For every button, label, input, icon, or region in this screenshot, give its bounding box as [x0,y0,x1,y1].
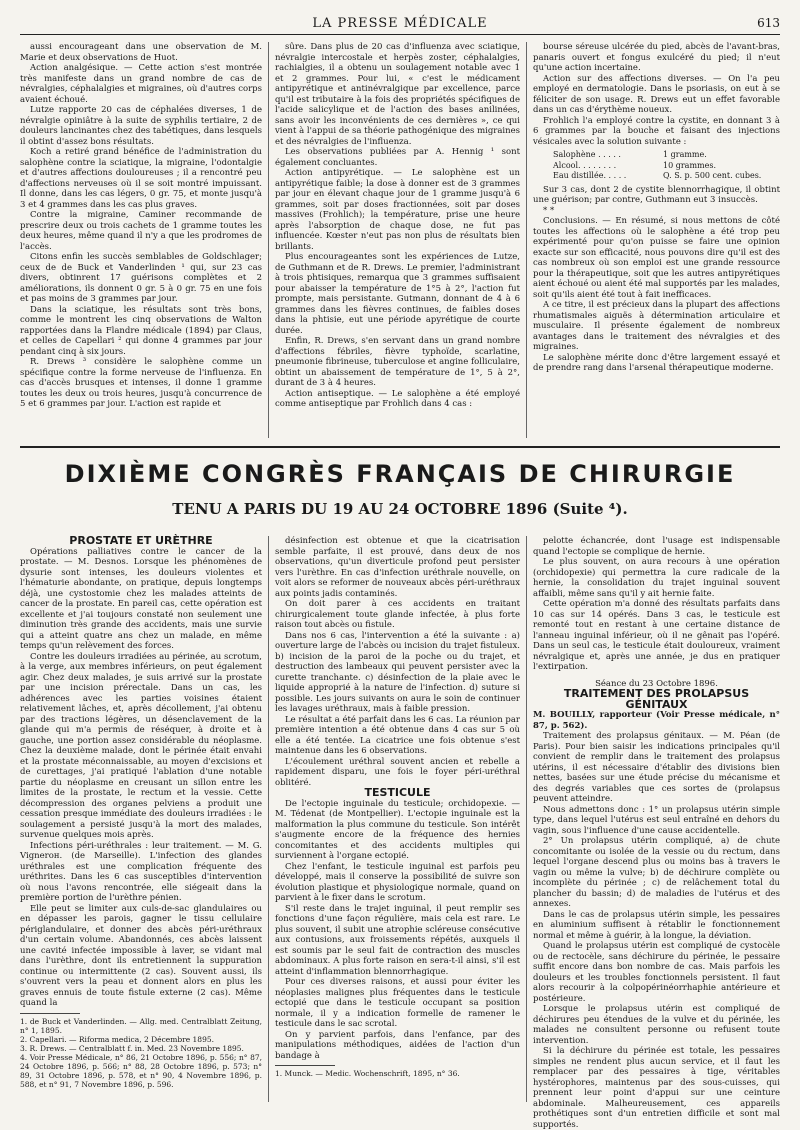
section-heading-prolapsus: TRAITEMENT DES PROLAPSUS GÉNITAUX [563,687,750,711]
top-column-1 [20,42,262,440]
paragraph: Elle peut se limiter aux culs-de-sac glandulaires ou en dépasser les parois, gagner le tissu cellulaire périglandulaire, et donner des abcès péri-uréthraux d'un certain volume. Abandonnés, ces abcès laissent une cavité infectée impossible à laver, se vidant mal dans l'urèthre, dont ils entretiennent la suppuration continue ou intermittente (2 cas). Souvent aussi, ils s'ouvrent vers la peau et donnent alors en plus les graves ennuis de toute fistule externe (2 cas). Même quand la [20,903,262,1008]
seance-date: Séance du 23 Octobre 1896. [595,678,718,689]
paragraph: Contre la migraine, Caminer recommande de prescrire deux ou trois cachets de 1 gramme toutes les deux heures, même quand il n'y a que les prodromes de l'accès. [20,210,262,252]
formula-table [533,150,780,182]
paragraph: bourse séreuse ulcérée du pied, abcès de l'avant-bras, panaris ouvert et fongus exulcéré du pied; il n'eut qu'une action incertaine. [533,42,780,73]
ingredient-quantity: 1 gramme. [663,150,707,159]
paragraph: 2° Un prolapsus utérin compliqué, a) de chute concomitante ou isolée de la vessie ou du rectum, dans lequel l'organe descend plus ou moins bas à travers le vagin ou même la vulve; b) de déchirure complète ou incomplète du périnée ; c) de relâchement total du plancher du bassin; d) de maladies de l'utérus et des annexes. [533,836,780,909]
section-heading-prostate: PROSTATE ET URÈTHRE [69,534,213,547]
column-divider [268,536,269,1102]
paragraph: Action antiseptique. — Le salophène a été employé comme antiseptique par Frohlich dans 4 cas : [275,388,520,409]
paragraph: désinfection est obtenue et que la cicatrisation semble parfaite, il est prouvé, dans deux de nos observations, qu'un diverticule profond peut persister vers l'urèthre. En cas d'infection uréthrale nouvelle, on voit alors se reformer de nouveaux abcès péri-uréthraux aux points jadis contaminés. [275,536,520,599]
paragraph: Koch a retiré grand bénéfice de l'administration du salophène contre la sciatique, la migraine, l'odontalgie et d'autres affections douloureuses ; il a rencontré peu d'affections nerveuses où il se soit montré impuissant. Il donne, dans les cas légers, 0 gr. 75, et monte jusqu'à 3 et 4 grammes dans les cas plus graves. [20,147,262,210]
paragraph: L'écoulement uréthral souvent ancien et rebelle a rapidement disparu, une fois le foyer péri-uréthral oblitéré. [275,756,520,788]
ingredient-quantity: 10 grammes. [663,160,716,170]
paragraph: Contre les douleurs irradiées au périnée, au scrotum, à la verge, aux membres inférieurs, on peut également agir. Chez deux malades, je suis arrivé sur la prostate par une incision prérectale. Dans un cas, les adhérences avec les parties voisines étaient relativement lâches, et, après décollement, j'ai obtenu par des tractions légères, un désenclavement de la glande qui m'a permis de réséquer, à droite et à gauche, une portion assez considérable du néoplasme. Chez la deuxième malade, dont le périnée était envahi et la prostate méconnaissable, au moyen d'excisions et de curettages, j'ai pratiqué l'ablation d'une notable partie du néoplasme en creusant un sillon entre les limites de la prostate, le rectum et la vessie. Cette décompression des organes pelviens a produit une cessation presque immédiate des douleurs irradiées : le soulagement a persisté jusqu'à la mort des malades, survenue quelques mois après. [20,651,262,840]
paragraph: Dans le cas de prolapsus utérin simple, les pessaires en aluminium suffisent à rétablir le fonctionnement normal et même à guérir, à la longue, la déviation. [533,909,780,941]
top-column-3 [533,42,780,440]
bottom-column-1 [20,536,262,1106]
paragraph: aussi encourageant dans une observation de M. Marie et deux observations de Huot. [20,42,262,63]
paragraph: Lutze rapporte 20 cas de céphalées diverses, 1 de névralgie opiniâtre à la suite de syphilis tertiaire, 2 de douleurs lancinantes chez des tabétiques, dans lesquels il obtint d'assez bons résultats. [20,105,262,147]
journal-title: LA PRESSE MÉDICALE [312,16,488,31]
ingredient-name: Salophène . . . . . [553,150,621,159]
paragraph: Le salophène mérite donc d'être largement essayé et de prendre rang dans l'arsenal thérapeutique moderne. [533,352,780,373]
paragraph: S'il reste dans le trajet inguinal, il peut remplir ses fonctions d'une façon régulière, mais cela est rare. Le plus souvent, il subit une atrophie scléreuse consécutive aux contusions, aux froissements répétés, auxquels il est soumis par le seul fait de contraction des muscles abdominaux. A plus forte raison en sera-t-il ainsi, s'il est atteint d'inflammation blennorrhagique. [275,903,520,977]
paragraph: On doit parer à ces accidents en traitant chirurgicalement toute glande infectée, à plus forte raison tout abcès ou fistule. [275,599,520,630]
paragraph: Le plus souvent, on aura recours à une opération (orchidopexie) qui permettra la cure radicale de la hernie, la consolidation du trajet inguinal souvent affaibli, même sans qu'il y ait hernie faite. [533,557,780,599]
ingredient-quantity: Q. S. p. 500 cent. cubes. [663,171,762,180]
paragraph: Quand le prolapsus utérin est compliqué de cystocèle ou de rectocèle, sans déchirure du périnée, le pessaire suffit encore dans bon nombre de cas. Mais parfois les douleurs et les troubles fonctionnels persistent. Il faut alors recourir à la colpopérinéorrhaphie antérieure et postérieure. [533,941,780,1004]
paragraph: pelotte échancrée, dont l'usage est indispensable quand l'ectopie se complique de hernie. [533,536,780,557]
paragraph: Action analgésique. — Cette action s'est montrée très manifeste dans un grand nombre de cas de névralgies, céphalalgies et migraines, où d'autres corps avaient échoué. [20,63,262,105]
paragraph: Les observations publiées par A. Hennig ¹ sont également concluantes. [275,147,520,168]
paragraph: Traitement des prolapsus génitaux. — M. Péan (de Paris). Pour bien saisir les indications principales qu'il convient de remplir dans le traitement des prolapsus utérins, il est nécessaire d'établir des divisions bien nettes, basées sur une étude précise du mécanisme et des degrés variables que ces sortes de (prolapsus peuvent atteindre. [533,731,780,804]
paragraph: Plus encourageantes sont les expériences de Lutze, de Guthmann et de R. Drews. Le premier, l'administrant à trois phtisiques, remarqua que 3 grammes suffisaient pour abaisser la température de 1°5 à 2°, l'action fut prompte, mais persistante. Gutmann, donnant de 4 à 6 grammes dans les fièvres continues, de faibles doses dans la phtisie, eut une période apyrétique de courte durée. [275,252,520,336]
bottom-column-2 [275,536,520,1106]
footnote-rule [20,1013,80,1014]
paragraph: De l'ectopie inguinale du testicule; orchidopexie. — M. Tédenat (de Montpellier). L'ectopie inguinale est la malformation la plus commune du testicule. Son intérêt s'augmente encore de la fréquence des hernies concomitantes et des accidents multiples qui surviennent à l'organe ectopié. [275,798,520,861]
paragraph: Opérations palliatives contre le cancer de la prostate. — M. Desnos. Lorsque les phénomènes de dysurie sont intenses, les douleurs violentes et l'hématurie abondante, on pratique, depuis longtemps déjà, une cystostomie chez les malades atteints de cancer de la prostate. En pareil cas, cette opération est excellente et j'ai toujours constaté non seulement une diminution très grande des accidents, mais une survie qui a atteint quatre ans chez un malade, en même temps qu'un relèvement des forces. [20,546,262,651]
paragraph: Chez l'enfant, le testicule inguinal est parfois peu développé, mais il conserve la possibilité de suivre son évolution plastique et physiologique normale, quand on parvient à le fixer dans le scrotum. [275,861,520,903]
table-row [553,150,780,161]
paragraph: A ce titre, il est précieux dans la plupart des affections rhumatismales aiguës à détermination articulaire et musculaire. Il présente également de nombreux avantages dans le traitement des névralgies et des migraines. [533,300,780,352]
page-header [20,16,780,35]
paragraph: On y parvient parfois, dans l'enfance, par des manipulations méthodiques, aidées de l'action d'un bandage à [275,1029,520,1061]
table-row [553,171,780,182]
congress-title: DIXIÈME CONGRÈS FRANÇAIS DE CHIRURGIE [64,460,736,488]
paragraph: R. Drews ³ considère le salophène comme un spécifique contre la forme nerveuse de l'influenza. En cas d'accès brusques et intenses, il donne 1 gramme toutes les deux ou trois heures, jusqu'à concurrence de 5 et 6 grammes par jour. L'action est rapide et [20,357,262,409]
paragraph: Citons enfin les succès semblables de Goldschlager; ceux de de Buck et Vanderlinden ¹ qui, sur 23 cas divers, obtinrent 17 guérisons complètes et 2 améliorations, ils donnent 0 gr. 5 à 0 gr. 75 en une fois et pas moins de 3 grammes par jour. [20,252,262,304]
table-row [553,161,780,172]
column-divider [526,42,527,438]
footnote: 1. Munck. — Medic. Wochenschrift, 1895, n° 36. [275,1069,460,1078]
bottom-column-3 [533,536,780,1130]
paragraph: Enfin, R. Drews, s'en servant dans un grand nombre d'affections fébriles, fièvre typhoïde, scarlatine, pneumonie fibrineuse, tuberculose et angine folliculaire, obtint un abaissement de température de 1°, 5 à 2°, durant de 3 à 4 heures. [275,336,520,388]
paragraph: 3. R. Drews. — Centralblatt f. in. Med. 23 Novembre 1895. [20,1043,244,1053]
paragraph: Action antipyrétique. — Le salophène est un antipyrétique faible; la dose à donner est de 3 grammes par jour en élevant chaque jour de 1 gramme jusqu'à 6 grammes, soit par doses fractionnées, soit par doses massives (Frohlich); la température, prise une heure après l'absorption de chaque dose, ne fut pas influencée. Kœster n'eut pas non plus de résultats bien brillants. [275,168,520,252]
footnote-rule [275,1065,335,1066]
paragraph: Dans la sciatique, les résultats sont très bons, comme le montrent les cinq observations de Walton rapportées dans la Flandre médicale (1894) par Claus, et celles de Capellari ² qui donne 4 grammes par jour pendant cinq à six jours. [20,304,262,357]
paragraph: Pour ces diverses raisons, et aussi pour éviter les néoplasies malignes plus fréquentes dans le testicule ectopié que dans le testicule occupant sa position normale, il y a indication formelle de ramener le testicule dans le sac scrotal. [275,977,520,1029]
ingredient-name: Eau distillée. . . . . [553,171,627,180]
paragraph: Dans nos 6 cas, l'intervention a été la suivante : a) ouverture large de l'abcès ou incision du trajet fistuleux. b) incision de la paroi de la poche ou du trajet, et destruction des lambeaux qui peuvent persister avec la curette tranchante. c) désinfection de la plaie avec le liquide approprié à la nature de l'infection. d) suture si possible. Les jours suivants on aura le soin de continuer les lavages uréthraux, mais à faible pression. [275,630,520,714]
paragraph: sûre. Dans plus de 20 cas d'influenza avec sciatique, névralgie intercostale et herpès zoster, céphalalgies, rachialgies, il a obtenu un soulagement notable avec 1 et 2 grammes. Pour lui, « c'est le médicament antipyrétique et antinévralgique par excellence, parce qu'il est tributaire à la fois des propriétés spécifiques de l'acide salicylique et de l'action des bases anilinées, sans avoir les inconvénients de ces dernières », ce qui vient à l'appui de sa théorie pathogénique des migraines et des névralgies de l'influenza. [275,42,520,147]
section-heading-testicule: TESTICULE [364,786,431,799]
paragraph: Frohlich l'a employé contre la cystite, en donnant 3 à 6 grammes par la bouche et faisant des injections vésicales avec la solution suivante : [533,115,780,147]
congress-subtitle: TENU A PARIS DU 19 AU 24 OCTOBRE 1896 (Suite ⁴). [172,500,628,518]
paragraph: Cette opération m'a donné des résultats parfaits dans 10 cas sur 14 opérés. Dans 3 cas, le testicule est remonté tout en restant à une certaine distance de l'anneau inguinal inférieur, où il ne gênait pas l'opéré. Dans un seul cas, le testicule était douloureux, vraiment névralgique et, après une année, je dus en pratiquer l'extirpation. [533,599,780,672]
footnotes [20,1017,262,1089]
paragraph: Action sur des affections diverses. — On l'a peu employé en dermatologie. Dans le psoriasis, on eut à se féliciter de son usage. R. Drews eut un effet favorable dans un cas d'érythème noueux. [533,73,780,115]
paragraph: 1. de Buck et Vanderlinden. — Allg. med. Centralblatt Zeitung, n° 1, 1895. [20,1016,262,1035]
paragraph: Conclusions. — En résumé, si nous mettons de côté toutes les affections où le salophène a été trop peu expérimenté pour qu'on puisse se faire une opinion exacte sur son efficacité, nous pouvons dire qu'il est des cas nombreux où son emploi est une grande ressource pour la thérapeutique, soit que les autres antipyrétiques aient échoué ou aient été mal supportés par les malades, soit qu'ils aient été tout à fait inefficaces. [533,216,780,300]
paragraph: Le résultat a été parfait dans les 6 cas. La réunion par première intention a été obtenue dans 4 cas sur 5 où elle a été tentée. La cicatrice une fois obtenue s'est maintenue dans les 6 observations. [275,714,520,756]
paragraph: Lorsque le prolapsus utérin est compliqué de déchirures peu étendues de la vulve et du périnée, les malades ne consultent personne ou refusent toute intervention. [533,1004,780,1046]
paragraph: Infections péri-uréthrales : leur traitement. — M. G. Vignerон. (de Marseille). L'infection des glandes uréthrales est une complication fréquente des uréthrites. Dans les 6 cas susceptibles d'intervention où nous l'avons rencontrée, elle siégeait dans la première portion de l'urèthre pénien. [20,840,262,903]
column-divider [268,42,269,438]
paragraph: 4. Voir Presse Médicale, n° 86, 21 Octobre 1896, p. 556; n° 87, 24 Octobre 1896, p. 566; n° 88, 28 Octobre 1896, p. 573; n° 89, 31 Octobre 1896, p. 578, et n° 90, 4 Novembre 1896, p. 588, et n° 91, 7 Novembre 1896, p. 596. [20,1052,262,1089]
section-rule [20,446,780,448]
rapporteur: M. BOUILLY, rapporteur (Voir Presse médicale, n° 87, p. 562). [533,710,780,731]
paragraph: * * [543,205,555,216]
top-column-2 [275,42,520,440]
paragraph: Si la déchirure du périnée est totale, les pessaires simples ne rendent plus aucun service, et il faut les remplacer par des pessaires à tige, véritables hystérophores, maintenus par des sous-cuisses, qui prennent leur point d'appui sur une ceinture abdominale. Malheureusement, ces appareils prothétiques sont d'un entretien difficile et sont mal supportés. [533,1046,780,1130]
ingredient-name: Alcool. . . . . . . . [553,160,617,170]
page-number: 613 [757,16,780,30]
paragraph: Sur 3 cas, dont 2 de cystite blennorrhagique, il obtint une guérison; par contre, Guthmann eut 3 insuccès. [533,184,780,205]
column-divider [526,536,527,1102]
paragraph: 2. Capellari. — Riforma medica, 2 Décembre 1895. [20,1034,215,1044]
paragraph: Nous admettons donc : 1° un prolapsus utérin simple type, dans lequel l'utérus est seul entraîné en dehors du vagin, sous l'influence d'une cause accidentelle. [533,804,780,836]
